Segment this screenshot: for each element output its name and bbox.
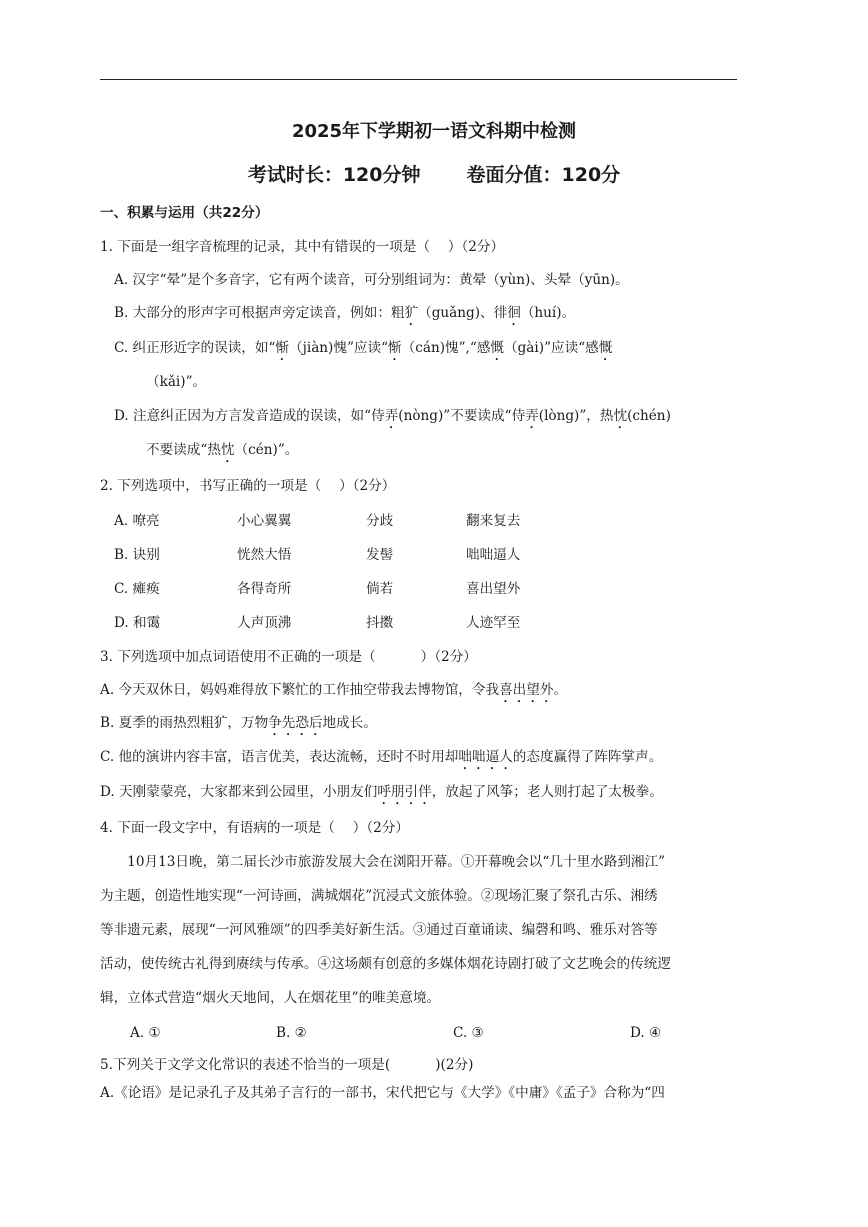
question-2-option-cell: 恍然大悟 <box>237 547 292 563</box>
question-4-paragraph-line: 等非遗元素，展现“一河风雅颂”的四季美好新生活。③通过百童诵读、编磬和鸣、雅乐对答等 <box>100 922 658 938</box>
question-2-option-cell: 发髻 <box>366 547 394 563</box>
question-4-option-b: B. ② <box>276 1025 307 1041</box>
question-3-stem: 3. 下列选项中加点词语使用不正确的一项是（ ）（2分） <box>100 649 477 665</box>
question-3-option-d: D. 天刚蒙蒙亮，大家都来到公园里，小朋友们呼朋引伴，放起了风筝；老人则打起了太极拳。 <box>100 784 663 800</box>
question-5-stem: 5.下列关于文学文化常识的表述不恰当的一项是( )(2分) <box>100 1057 474 1073</box>
question-2-option-cell: 人迹罕至 <box>466 615 521 631</box>
exam-score: 卷面分值：120分 <box>466 164 621 186</box>
question-4-option-a: A. ① <box>130 1025 161 1041</box>
section-heading: 一、积累与运用（共22分） <box>100 205 269 221</box>
question-2-option-cell: 喜出望外 <box>466 581 521 597</box>
page-subtitle <box>0 160 868 187</box>
question-2-option-cell: 翻来复去 <box>466 513 521 529</box>
question-2-option-cell: 倘若 <box>366 581 394 597</box>
question-1-option-d: D. 注意纠正因为方言发音造成的误读，如“侍弄(nòng)”不要读成“侍弄(lòng)”，热忱(chén) <box>114 408 671 424</box>
top-rule <box>100 79 737 80</box>
question-2-option-cell: D. 和霭 <box>114 615 161 631</box>
question-3-option-a: A. 今天双休日，妈妈难得放下繁忙的工作抽空带我去博物馆，令我喜出望外。 <box>100 682 568 698</box>
exam-duration: 考试时长：120分钟 <box>247 164 421 186</box>
question-1-option-b: B. 大部分的形声字可根据声旁定读音，例如：粗犷（guǎng)、徘徊（huí)。 <box>114 305 576 321</box>
question-5-option-a: A.《论语》是记录孔子及其弟子言行的一部书，宋代把它与《大学》《中庸》《孟子》合称为“四 <box>100 1085 665 1101</box>
question-4-option-d: D. ④ <box>630 1025 662 1041</box>
question-2-option-cell: 小心翼翼 <box>237 513 292 529</box>
question-1-option-a: A. 汉字“晕”是个多音字，它有两个读音，可分别组词为：黄晕（yùn)、头晕（yūn)。 <box>114 272 629 288</box>
question-2-option-cell: 抖擞 <box>366 615 394 631</box>
question-1-option-d-cont: 不要读成“热忱（cén)”。 <box>146 442 299 458</box>
question-3-option-c: C. 他的演讲内容丰富，语言优美，表达流畅，还时不时用却咄咄逼人的态度赢得了阵阵掌声。 <box>100 749 663 765</box>
question-2-option-cell: C. 瘫痪 <box>114 581 160 597</box>
question-1-option-c: C. 纠正形近字的误读，如“惭（jiàn)愧”应读“惭（cán)愧”,“感慨（gài)”应读“感慨 <box>114 340 613 356</box>
question-4-option-c: C. ③ <box>453 1025 484 1041</box>
page-title: 2025年下学期初一语文科期中检测 <box>291 121 577 142</box>
question-2-stem: 2. 下列选项中，书写正确的一项是（ ）（2分） <box>100 478 396 494</box>
question-3-option-b: B. 夏季的雨热烈粗犷，万物争先恐后地成长。 <box>100 715 377 731</box>
question-2-option-cell: 各得奇所 <box>237 581 292 597</box>
question-4-paragraph-line: 为主题，创造性地实现“一河诗画，满城烟花”沉浸式文旅体验。②现场汇聚了祭孔古乐、湘绣 <box>100 888 658 904</box>
question-2-option-cell: B. 诀别 <box>114 547 160 563</box>
question-2-option-cell: 人声顶沸 <box>237 615 292 631</box>
question-4-paragraph-line: 10月13日晚，第二届长沙市旅游发展大会在浏阳开幕。①开幕晚会以“几十里水路到湘江” <box>100 854 666 870</box>
question-1-stem: 1. 下面是一组字音梳理的记录，其中有错误的一项是（ ）（2分） <box>100 239 505 255</box>
question-4-paragraph-line: 活动，使传统古礼得到赓续与传承。④这场颇有创意的多媒体烟花诗剧打破了文艺晚会的传统逻 <box>100 956 671 972</box>
question-4-paragraph-line: 辑，立体式营造“烟火天地间，人在烟花里”的唯美意境。 <box>100 990 441 1006</box>
question-2-option-cell: 分歧 <box>366 513 394 529</box>
question-2-option-cell: A. 嘹亮 <box>114 513 160 529</box>
question-4-stem: 4. 下面一段文字中，有语病的一项是（ ）（2分） <box>100 820 409 836</box>
question-2-option-cell: 咄咄逼人 <box>466 547 521 563</box>
question-1-option-c-cont: （kǎi)”。 <box>146 374 207 390</box>
